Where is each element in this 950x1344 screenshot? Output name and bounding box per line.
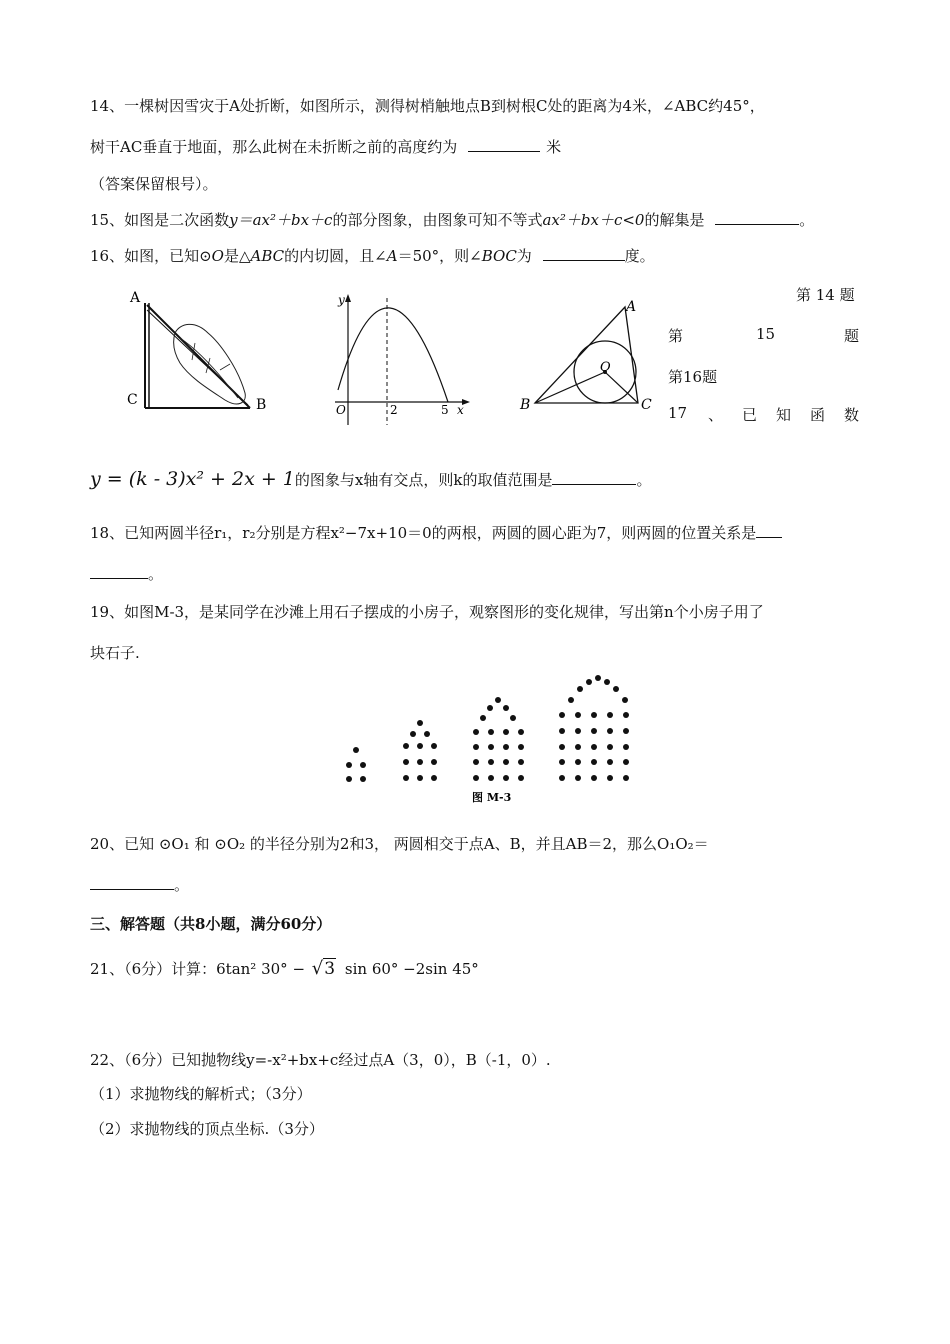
- q21-pre: 21、（6分）计算：6tan² 30° −: [90, 960, 306, 978]
- fig16-label-a: A: [626, 299, 637, 315]
- q18-answer-blank-a[interactable]: [756, 523, 782, 538]
- q16-mid2: 的内切圆，且∠: [284, 247, 387, 265]
- house-4: [559, 675, 629, 781]
- q22-part2: （2）求抛物线的顶点坐标.（3分）: [90, 1120, 324, 1138]
- fig14-label-b: B: [256, 397, 267, 413]
- q16-end: 度。: [624, 247, 655, 265]
- q17-sep: 、: [708, 406, 724, 424]
- fig14-label-c: C: [127, 392, 138, 408]
- q21-root: 3: [324, 959, 336, 979]
- q14-answer-blank[interactable]: [468, 137, 540, 152]
- q16-line: [90, 245, 655, 266]
- q16-post: 为: [516, 247, 532, 265]
- q22-part1: （1）求抛物线的解析式；（3分）: [90, 1085, 312, 1103]
- q14-text: 树干AC垂直于地面，那么此树在未折断之前的高度约为: [90, 138, 458, 156]
- q14-unit: 米: [546, 138, 562, 156]
- house-2: [403, 720, 437, 781]
- caption-14: 第 14 题: [796, 286, 855, 304]
- fig15-label-o: O: [336, 403, 346, 417]
- q17-w1: 已: [742, 406, 758, 424]
- figure-m3-caption: 图 M-3: [472, 791, 512, 804]
- fig15-label-y: y: [338, 293, 345, 307]
- q14-line3: （答案保留根号）。: [90, 175, 218, 193]
- fig16-label-o: O: [600, 360, 611, 375]
- q16-answer-blank[interactable]: [543, 246, 625, 261]
- q18-line2: [90, 563, 163, 584]
- q15-mid: 的部分图象，由图象可知不等式: [332, 211, 543, 229]
- q17-w3: 函: [810, 406, 826, 424]
- q16-pre: 16、如图，已知⊙: [90, 247, 212, 265]
- fig16-label-c: C: [641, 397, 652, 413]
- q16-boc: BOC: [481, 247, 517, 265]
- q16-mid1: 是△: [223, 247, 251, 265]
- q15-answer-blank[interactable]: [715, 210, 799, 225]
- q15-equation: y＝ax²＋bx＋c: [229, 211, 333, 229]
- q17-answer-blank[interactable]: [552, 470, 636, 485]
- q21-post: sin 60° −2sin 45°: [344, 960, 479, 978]
- q16-abc: ABC: [250, 247, 285, 265]
- figure-15-parabola: [330, 290, 475, 430]
- caption-15-c: 题: [844, 327, 860, 345]
- q14-line1: 14、一棵树因雪灾于A处折断，如图所示，测得树梢触地点B到树根C处的距离为4米，∠ABC约45°，: [90, 97, 765, 115]
- fig16-label-b: B: [520, 397, 531, 413]
- caption-16: 第16题: [668, 368, 718, 386]
- q20-line2: [90, 874, 189, 895]
- q20-end: 。: [174, 876, 190, 894]
- house-3: [473, 697, 524, 781]
- fig14-label-a: A: [130, 290, 141, 306]
- q21-line: [90, 958, 479, 979]
- q17-line: [90, 468, 651, 490]
- q16-o: O: [211, 247, 224, 265]
- fig15-label-2: 2: [390, 403, 398, 417]
- figure-14-tree: [120, 288, 280, 418]
- figure-16-incircle: [515, 295, 665, 420]
- q15-inequality: ax²＋bx＋c<0: [542, 211, 645, 229]
- q19-line1: 19、如图M-3，是某同学在沙滩上用石子摆成的小房子，观察图形的变化规律，写出第n个小房子用了: [90, 603, 764, 621]
- q16-mid3: ＝50°，则∠: [397, 247, 482, 265]
- caption-15-a: 第: [668, 327, 684, 345]
- q20-line1: 20、已知 ⊙O₁ 和 ⊙O₂ 的半径分别为2和3， 两圆相交于点A、B，并且AB＝2，那么O₁O₂＝: [90, 835, 709, 853]
- q17-text: 的图象与x轴有交点，则k的取值范围是: [294, 471, 553, 489]
- q21-sqrt: √3: [311, 958, 336, 979]
- q15-post: 的解集是: [644, 211, 705, 229]
- q15-end: 。: [799, 211, 815, 229]
- caption-15-b: 15: [756, 325, 776, 343]
- q17-w2: 知: [776, 406, 792, 424]
- house-1: [346, 747, 366, 782]
- q18-answer-blank-b[interactable]: [90, 564, 148, 579]
- q16-a: A: [386, 247, 398, 265]
- q17-number: 17: [668, 404, 688, 422]
- q20-answer-blank[interactable]: [90, 875, 174, 890]
- fig15-label-x: x: [457, 403, 464, 417]
- figure-m3-stone-houses: [340, 670, 640, 805]
- q18-line1: [90, 522, 782, 543]
- q14-line2: [90, 136, 561, 157]
- section-3-title: 三、解答题（共8小题，满分60分）: [90, 915, 332, 933]
- q17-end: 。: [636, 471, 652, 489]
- q19-line2: 块石子.: [90, 644, 140, 662]
- q18-end: 。: [148, 565, 164, 583]
- q15-pre: 15、如图是二次函数: [90, 211, 230, 229]
- q22-line1: 22、（6分）已知抛物线y=-x²+bx+c经过点A（3，0），B（-1，0）.: [90, 1051, 551, 1069]
- q17-w4: 数: [844, 406, 860, 424]
- q17-formula: y = (k - 3)x² + 2x + 1: [90, 468, 295, 490]
- fig15-label-5: 5: [441, 403, 449, 417]
- q15-line: [90, 209, 814, 230]
- q18-text: 18、已知两圆半径r₁，r₂分别是方程x²−7x+10＝0的两根，两圆的圆心距为7，则两圆的位置关系是: [90, 524, 757, 542]
